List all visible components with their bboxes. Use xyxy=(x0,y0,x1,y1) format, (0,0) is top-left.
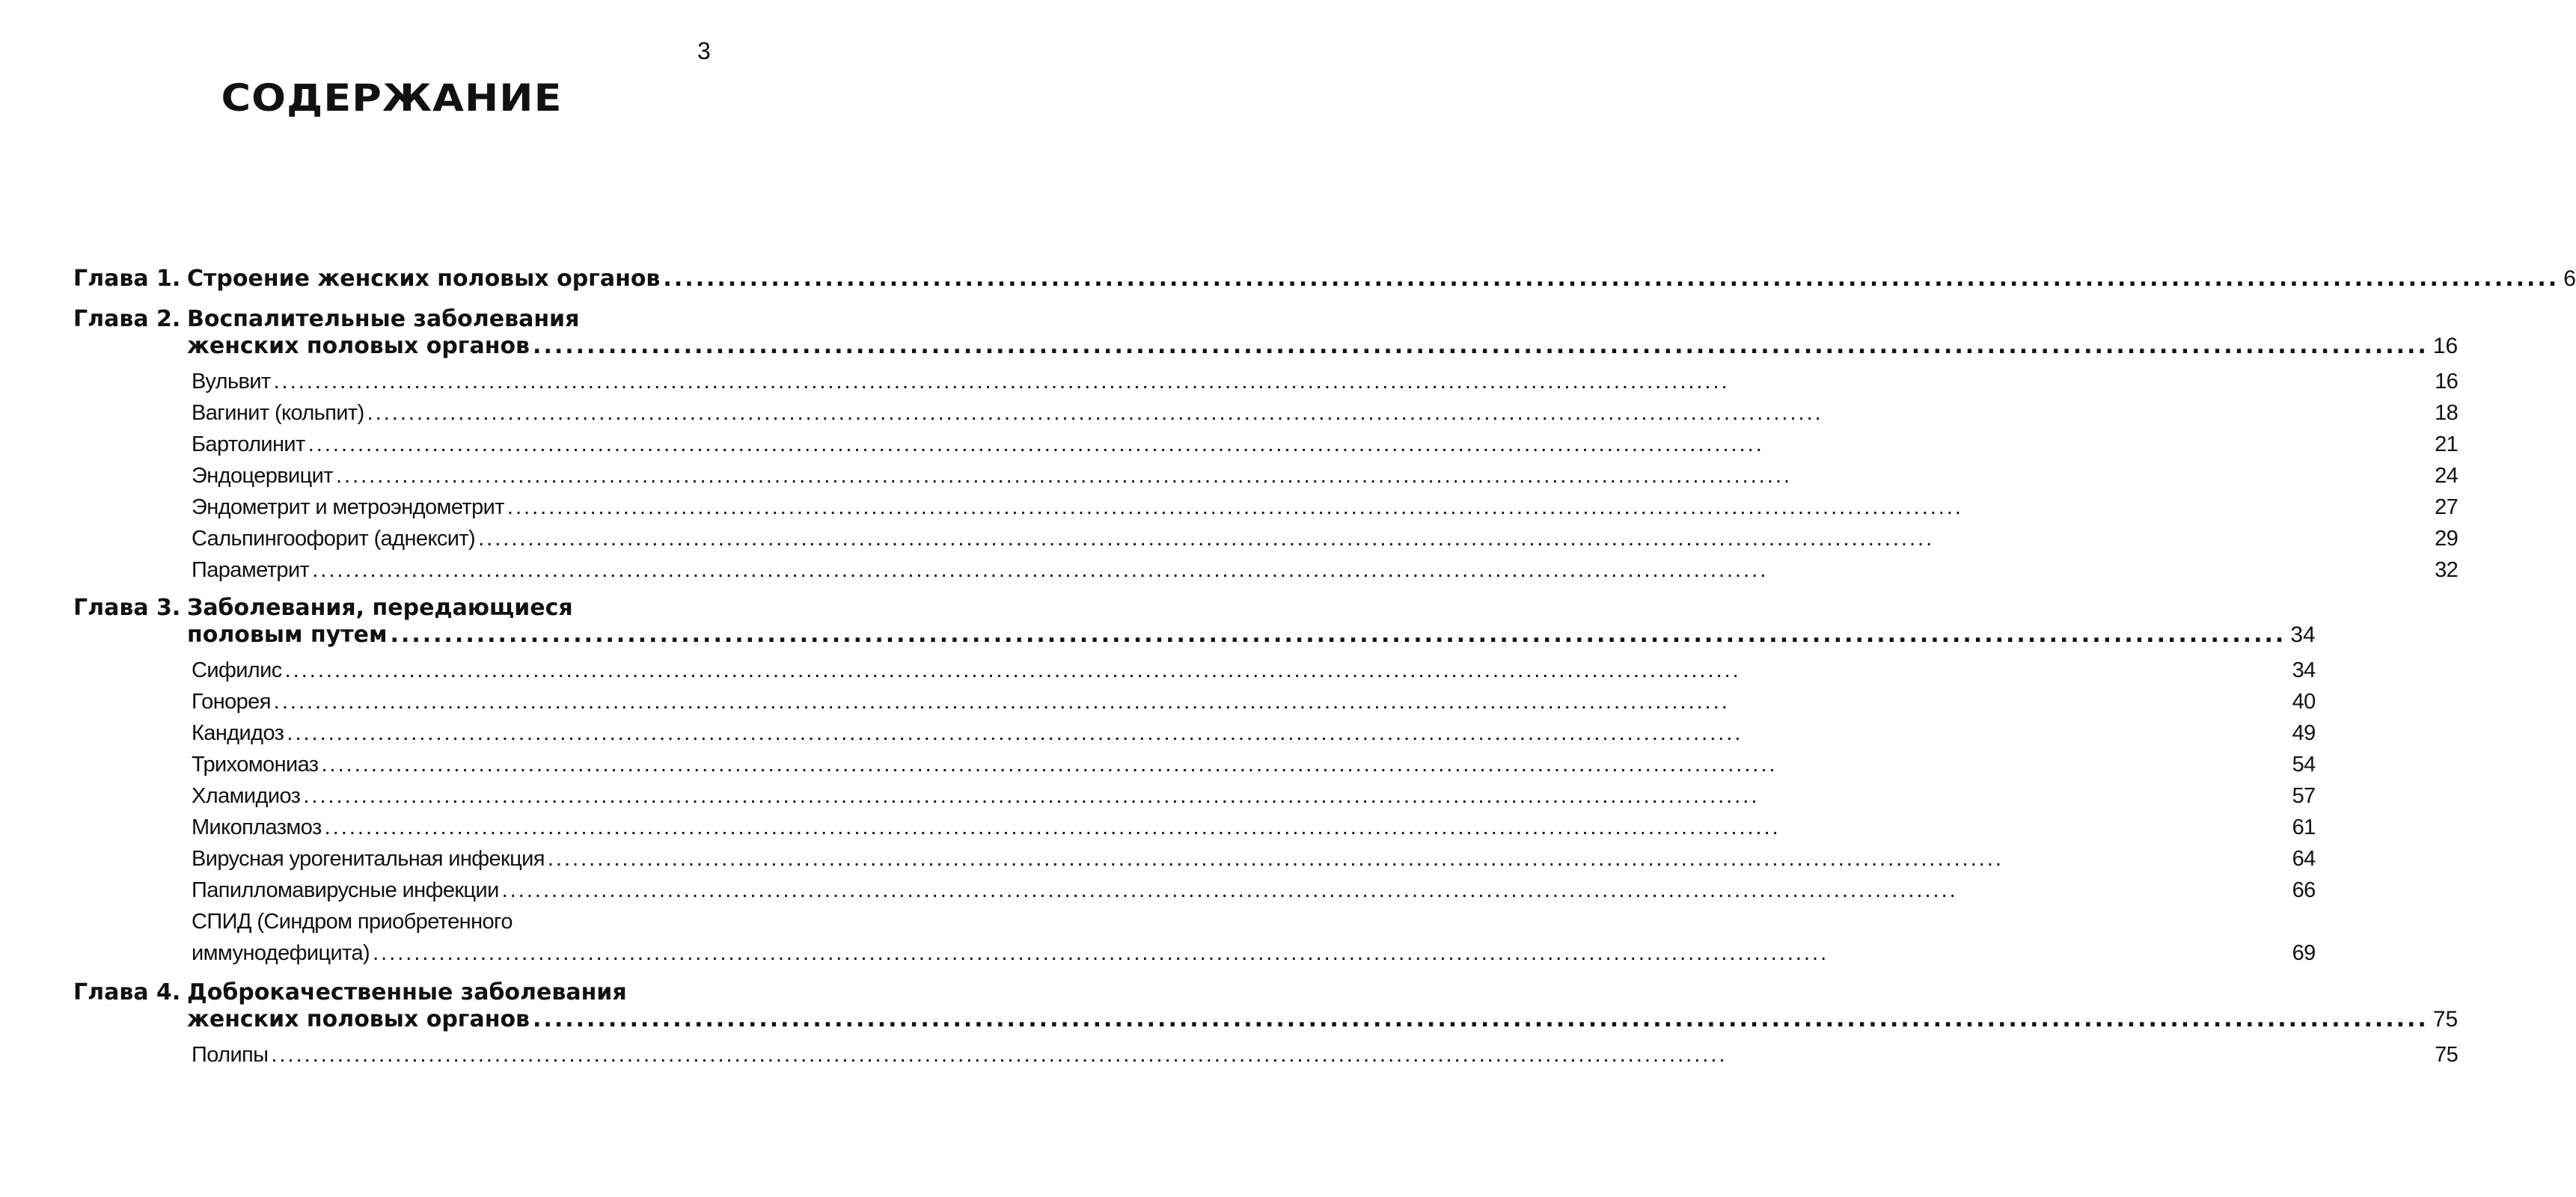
entry-page: 18 xyxy=(2435,401,2459,425)
toc-entry[interactable] xyxy=(192,812,2316,843)
entry-page: 66 xyxy=(2292,878,2316,902)
section-list xyxy=(192,655,2316,969)
dot-leader xyxy=(663,266,2559,293)
chapter-title: женских половых органов xyxy=(187,1006,530,1032)
entry-page: 61 xyxy=(2292,815,2316,839)
dot-leader xyxy=(271,1039,2430,1071)
entry-page: 16 xyxy=(2435,370,2459,394)
entry-page: 57 xyxy=(2292,784,2316,808)
chapter-title-line[interactable] xyxy=(187,266,2576,293)
dot-leader xyxy=(274,686,2288,717)
entry-title: Вирусная урогенитальная инфекция xyxy=(192,847,545,871)
chapter-title: Строение женских половых органов xyxy=(187,266,661,292)
entry-title: Сифилис xyxy=(192,658,282,682)
page-number: 3 xyxy=(697,37,711,64)
dot-leader xyxy=(303,780,2287,812)
dot-leader xyxy=(308,429,2430,460)
dot-leader xyxy=(285,655,2288,686)
entry-page: 21 xyxy=(2435,432,2459,456)
entry-title: Сальпингоофорит (аднексит) xyxy=(192,527,476,551)
toc-entry[interactable] xyxy=(192,460,2458,492)
entry-title: Хламидиоз xyxy=(192,784,301,808)
chapter-title: половым путем xyxy=(187,622,388,648)
toc-entry[interactable] xyxy=(192,523,2458,554)
dot-leader xyxy=(391,622,2286,649)
entry-page: 40 xyxy=(2292,690,2316,714)
dot-leader xyxy=(274,366,2431,397)
dot-leader xyxy=(287,717,2287,749)
dot-leader xyxy=(478,523,2430,554)
toc-entry[interactable] xyxy=(192,780,2316,812)
dot-leader xyxy=(336,460,2430,492)
dot-leader xyxy=(507,492,2430,523)
entry-title: Трихомониаз xyxy=(192,753,319,777)
entry-title: Вульвит xyxy=(192,370,271,394)
entry-title: Вагинит (кольпит) xyxy=(192,401,364,425)
chapter-label: Глава 2. xyxy=(73,306,181,332)
entry-title: Бартолинит xyxy=(192,432,305,456)
page-title: СОДЕРЖАНИЕ xyxy=(221,76,563,120)
toc-entry[interactable] xyxy=(192,843,2316,875)
chapter-2 xyxy=(73,306,2459,586)
chapter-1 xyxy=(73,266,2576,293)
dot-leader xyxy=(312,554,2430,586)
toc-entry[interactable] xyxy=(192,749,2316,780)
entry-page: 54 xyxy=(2292,753,2316,777)
entry-title: Эндоцервицит xyxy=(192,464,333,488)
entry-page: 75 xyxy=(2435,1043,2459,1067)
entry-page: 49 xyxy=(2292,721,2316,745)
chapter-title-line[interactable] xyxy=(187,333,2458,360)
table-of-contents xyxy=(73,266,2576,1071)
entry-page: 32 xyxy=(2435,558,2459,582)
section-list xyxy=(192,366,2458,586)
entry-title: Параметрит xyxy=(192,558,310,582)
chapter-title-line[interactable] xyxy=(187,622,2316,649)
toc-entry[interactable] xyxy=(192,1039,2458,1071)
dot-leader xyxy=(533,333,2429,360)
entry-title: Микоплазмоз xyxy=(192,815,322,839)
entry-page: 27 xyxy=(2435,495,2459,519)
chapter-title-first: Доброкачественные заболевания xyxy=(187,979,627,1005)
chapter-4 xyxy=(73,979,2459,1071)
entry-title: Полипы xyxy=(192,1043,269,1067)
entry-title: Гонорея xyxy=(192,690,271,714)
toc-entry[interactable] xyxy=(192,655,2316,686)
toc-entry[interactable] xyxy=(192,492,2458,523)
entry-title: Кандидоз xyxy=(192,721,284,745)
chapter-label: Глава 3. xyxy=(73,595,181,621)
entry-page: 69 xyxy=(2292,941,2316,965)
chapter-title: женских половых органов xyxy=(187,333,530,359)
chapter-title-first: Воспалительные заболевания xyxy=(187,306,580,332)
dot-leader xyxy=(373,937,2288,969)
toc-entry[interactable] xyxy=(192,554,2458,586)
chapter-page: 16 xyxy=(2432,334,2459,358)
entry-title: Эндометрит и метроэндометрит xyxy=(192,495,504,519)
entry-page: 64 xyxy=(2292,847,2316,871)
entry-page: 24 xyxy=(2435,464,2459,488)
chapter-page: 34 xyxy=(2290,622,2316,647)
dot-leader xyxy=(533,1006,2429,1033)
section-list xyxy=(192,1039,2458,1071)
chapter-label: Глава 4. xyxy=(73,979,181,1005)
toc-entry[interactable] xyxy=(192,686,2316,717)
chapter-title-line[interactable] xyxy=(187,1006,2458,1033)
toc-entry[interactable] xyxy=(192,429,2458,460)
chapter-page: 6 xyxy=(2563,266,2576,291)
dot-leader xyxy=(548,843,2288,875)
entry-title: Папилломавирусные инфекции xyxy=(192,878,499,902)
chapter-title-first: Заболевания, передающиеся xyxy=(187,595,573,621)
toc-entry[interactable] xyxy=(192,397,2458,429)
toc-entry[interactable] xyxy=(192,717,2316,749)
entry-page: 34 xyxy=(2292,658,2316,682)
chapter-3 xyxy=(73,595,2316,969)
dot-leader xyxy=(325,812,2288,843)
dot-leader xyxy=(322,749,2288,780)
toc-entry[interactable] xyxy=(192,937,2316,969)
entry-page: 29 xyxy=(2435,527,2459,551)
dot-leader xyxy=(502,875,2288,906)
chapter-page: 75 xyxy=(2432,1007,2459,1032)
toc-entry-first-line: СПИД (Синдром приобретенного xyxy=(192,910,513,934)
dot-leader xyxy=(367,397,2431,429)
toc-entry[interactable] xyxy=(192,875,2316,906)
toc-entry[interactable] xyxy=(192,366,2458,397)
entry-title: иммунодефицита) xyxy=(192,941,370,965)
chapter-label: Глава 1. xyxy=(73,266,181,292)
